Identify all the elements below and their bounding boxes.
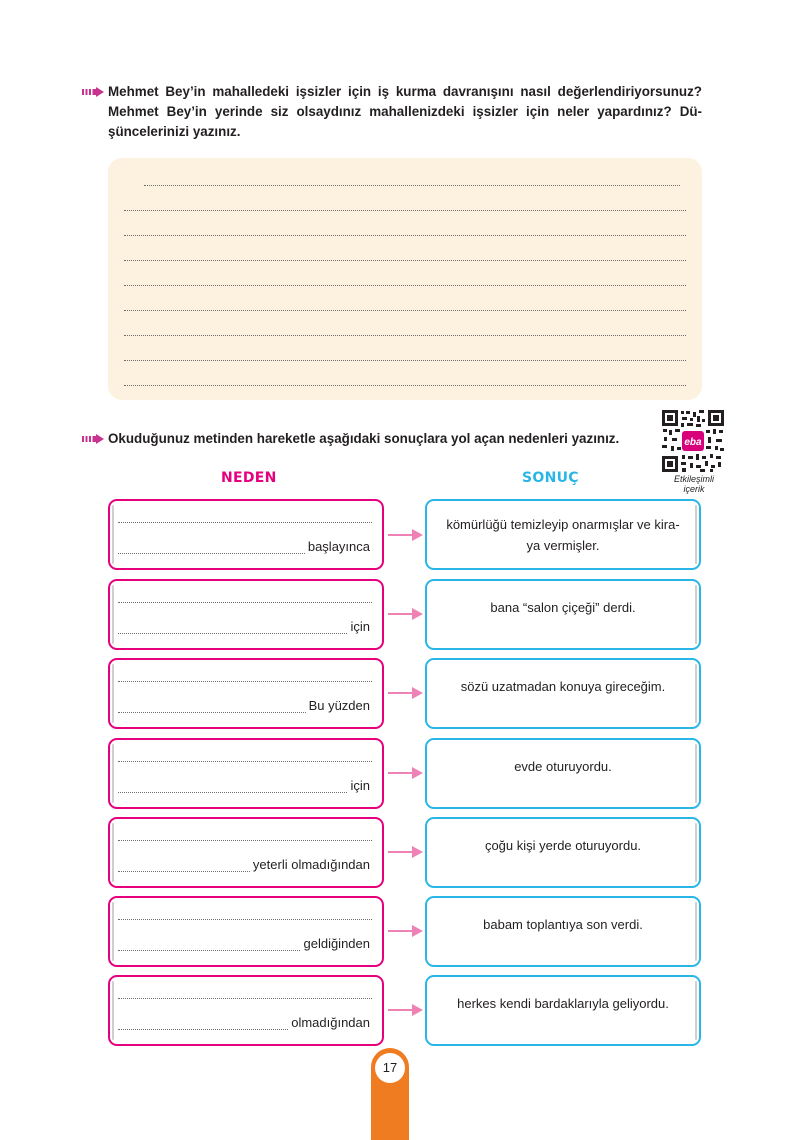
writing-line[interactable] xyxy=(124,285,686,286)
writing-line[interactable] xyxy=(118,1018,288,1030)
sonuc-column-header: SONUÇ xyxy=(522,470,579,486)
sonuc-box xyxy=(425,738,701,809)
bullet-arrow-icon xyxy=(82,434,104,444)
neden-suffix: için xyxy=(350,778,370,793)
sonuc-text: çoğu kişi yerde oturuyordu. xyxy=(484,838,642,853)
question-1-text xyxy=(108,82,702,142)
writing-line[interactable] xyxy=(124,360,686,361)
neden-box[interactable] xyxy=(108,817,384,888)
writing-line[interactable] xyxy=(124,260,686,261)
writing-line[interactable] xyxy=(118,860,250,872)
qr-caption-line-2: içerik xyxy=(683,484,705,494)
writing-line[interactable] xyxy=(124,385,686,386)
right-arrow-icon xyxy=(388,845,424,859)
sonuc-box xyxy=(425,896,701,967)
writing-line[interactable] xyxy=(118,998,372,999)
neden-suffix: Bu yüzden xyxy=(308,698,370,713)
neden-suffix: olmadığından xyxy=(291,1015,370,1030)
sonuc-text: evde oturuyordu. xyxy=(514,759,612,774)
writing-line[interactable] xyxy=(118,840,372,841)
right-arrow-icon xyxy=(388,924,424,938)
writing-line[interactable] xyxy=(124,310,686,311)
sonuc-text: kömürlüğü temizleyip onarmışlar ve kira-ya vermişler. xyxy=(446,516,680,553)
writing-line[interactable] xyxy=(118,522,372,523)
question-1-line-1: Mehmet Bey’in mahalledeki işsizler için iş kurma davranışını nasıl değerlendiriyorsunuz? xyxy=(108,84,702,99)
neden-suffix: yeterli olmadığından xyxy=(252,857,370,872)
neden-box[interactable] xyxy=(108,658,384,729)
neden-suffix: için xyxy=(350,619,370,634)
right-arrow-icon xyxy=(388,1003,424,1017)
neden-box[interactable] xyxy=(108,499,384,570)
qr-caption xyxy=(660,474,728,494)
neden-box[interactable] xyxy=(108,896,384,967)
writing-line[interactable] xyxy=(118,602,372,603)
bullet-arrow-icon xyxy=(82,87,104,97)
writing-line[interactable] xyxy=(124,235,686,236)
sonuc-box xyxy=(425,499,701,570)
neden-box[interactable] xyxy=(108,975,384,1046)
sonuc-box xyxy=(425,658,701,729)
writing-line[interactable] xyxy=(118,781,347,793)
writing-line[interactable] xyxy=(124,335,686,336)
writing-line[interactable] xyxy=(124,210,686,211)
neden-box[interactable] xyxy=(108,738,384,809)
writing-line[interactable] xyxy=(118,701,306,713)
sonuc-text: sözü uzatmadan konuya gireceğim. xyxy=(460,679,666,694)
question-1-line-3: şüncelerinizi yazınız. xyxy=(108,124,241,139)
sonuc-box xyxy=(425,579,701,650)
writing-line[interactable] xyxy=(118,939,300,951)
qr-caption-line-1: Etkileşimli xyxy=(673,474,714,484)
neden-suffix: geldiğinden xyxy=(303,936,370,951)
sonuc-text: herkes kendi bardaklarıyla geliyordu. xyxy=(457,996,669,1011)
question-1-line-2: Mehmet Bey’in yerinde siz olsaydınız mahallenizdeki işsizler için neler yapardınız? Dü- xyxy=(108,104,702,119)
right-arrow-icon xyxy=(388,766,424,780)
page-number: 17 xyxy=(375,1053,405,1083)
writing-line[interactable] xyxy=(144,185,680,186)
qr-code-icon[interactable] xyxy=(662,410,724,472)
writing-line[interactable] xyxy=(118,681,372,682)
right-arrow-icon xyxy=(388,686,424,700)
sonuc-box xyxy=(425,975,701,1046)
question-2-text: Okuduğunuz metinden hareketle aşağıdaki sonuçlara yol açan nedenleri yazınız. xyxy=(108,431,620,446)
neden-suffix: başlayınca xyxy=(307,539,370,554)
sonuc-box xyxy=(425,817,701,888)
right-arrow-icon xyxy=(388,528,424,542)
writing-line[interactable] xyxy=(118,919,372,920)
neden-box[interactable] xyxy=(108,579,384,650)
writing-line[interactable] xyxy=(118,761,372,762)
right-arrow-icon xyxy=(388,607,424,621)
sonuc-text: babam toplantıya son verdi. xyxy=(483,917,643,932)
sonuc-text: bana “salon çiçeği” derdi. xyxy=(490,600,636,615)
answer-area[interactable] xyxy=(108,158,702,400)
writing-line[interactable] xyxy=(118,622,347,634)
neden-column-header: NEDEN xyxy=(221,470,277,486)
writing-line[interactable] xyxy=(118,542,305,554)
qr-badge-text: eba xyxy=(684,437,702,448)
